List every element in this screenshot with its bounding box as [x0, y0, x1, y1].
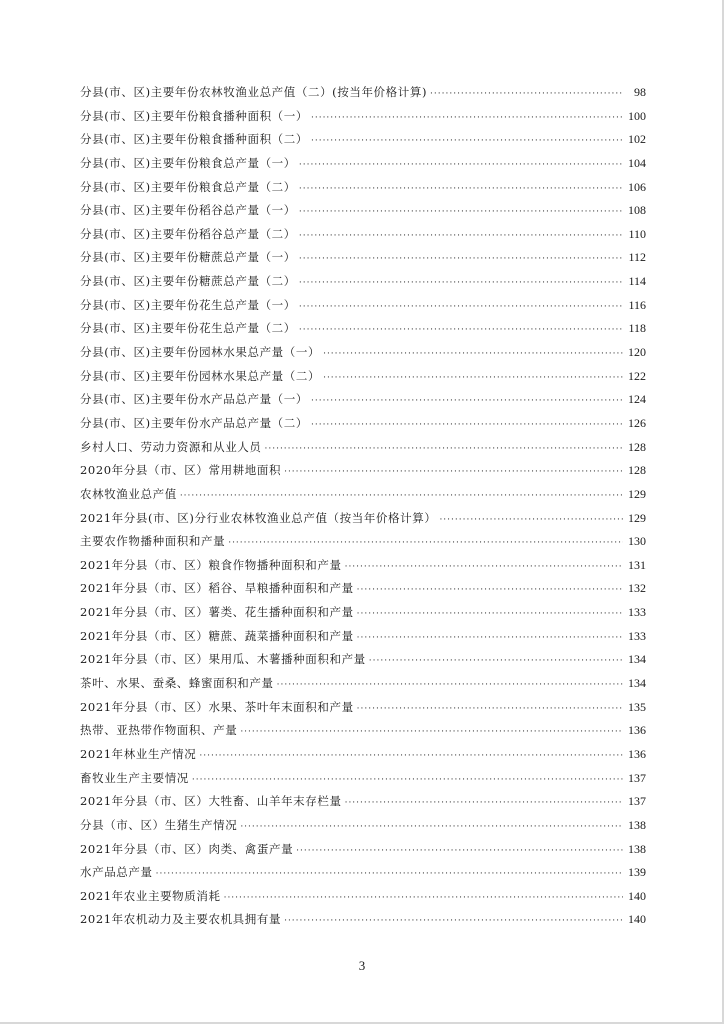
toc-leader-dots: [369, 650, 623, 674]
toc-leader-dots: [357, 603, 623, 627]
toc-entry-title: 分县(市、区)主要年份稻谷总产量（一）: [80, 203, 296, 218]
toc-entry-title: 分县（市、区）生猪生产情况: [80, 817, 238, 832]
toc-entry[interactable]: [80, 341, 646, 365]
toc-entry[interactable]: [80, 246, 646, 270]
page-number: 3: [358, 958, 366, 973]
toc-entry-page: 134: [628, 676, 646, 691]
toc-entry[interactable]: [80, 814, 646, 838]
toc-entry-title: 2021年分县（市、区）大牲畜、山羊年末存栏量: [80, 794, 342, 809]
toc-entry-title: 农林牧渔业总产值: [80, 486, 177, 501]
toc-entry-title: 2021年分县（市、区）稻谷、旱粮播种面积和产量: [80, 581, 354, 596]
toc-entry-title: 分县(市、区)主要年份花生总产量（一）: [80, 297, 296, 312]
toc-entry-title: 分县(市、区)主要年份园林水果总产量（二）: [80, 368, 321, 383]
toc-leader-dots: [439, 509, 623, 533]
toc-entry[interactable]: [80, 885, 646, 909]
toc-entry[interactable]: [80, 530, 646, 554]
toc-entry-title: 乡村人口、劳动力资源和从业人员: [80, 439, 262, 454]
toc-entry-page: 120: [628, 345, 646, 360]
toc-entry-title: 热带、亚热带作物面积、产量: [80, 723, 238, 738]
toc-entry-title: 茶叶、水果、蚕桑、蜂蜜面积和产量: [80, 676, 274, 691]
toc-entry-page: 134: [628, 652, 646, 667]
toc-entry-title: 分县(市、区)主要年份粮食总产量（二）: [80, 179, 296, 194]
toc-entry-page: 102: [628, 132, 646, 147]
toc-entry-page: 133: [628, 628, 646, 643]
toc-entry-title: 水产品总产量: [80, 865, 153, 880]
toc-entry[interactable]: [80, 601, 646, 625]
toc-entry-page: 128: [628, 439, 646, 454]
toc-entry[interactable]: [80, 388, 646, 412]
toc-leader-dots: [311, 390, 623, 414]
toc-entry-title: 2021年农业主要物质消耗: [80, 888, 221, 903]
toc-entry[interactable]: [80, 648, 646, 672]
toc-entry[interactable]: [80, 861, 646, 885]
toc-entry-title: 2021年分县（市、区）薯类、花生播种面积和产量: [80, 605, 354, 620]
toc-entry-page: 137: [628, 794, 646, 809]
toc-leader-dots: [299, 178, 623, 202]
toc-entry-page: 116: [628, 297, 646, 312]
toc-leader-dots: [311, 130, 623, 154]
toc-leader-dots: [299, 296, 623, 320]
toc-leader-dots: [345, 556, 623, 580]
toc-entry[interactable]: [80, 696, 646, 720]
toc-entry-page: 132: [628, 581, 646, 596]
toc-entry[interactable]: [80, 105, 646, 129]
toc-entry-page: 138: [628, 841, 646, 856]
toc-entry-page: 100: [628, 108, 646, 123]
toc-leader-dots: [228, 532, 623, 556]
toc-leader-dots: [311, 414, 623, 438]
toc-entry-title: 主要农作物播种面积和产量: [80, 534, 226, 549]
toc-entry-page: 130: [628, 534, 646, 549]
toc-leader-dots: [430, 83, 623, 107]
toc-entry[interactable]: [80, 767, 646, 791]
toc-leader-dots: [357, 579, 623, 603]
toc-entry[interactable]: [80, 790, 646, 814]
toc-leader-dots: [199, 745, 623, 769]
toc-leader-dots: [284, 910, 623, 934]
toc-entry-title: 2021年农机动力及主要农机具拥有量: [80, 912, 282, 927]
toc-entry[interactable]: [80, 838, 646, 862]
toc-entry-page: 140: [628, 888, 646, 903]
toc-entry[interactable]: [80, 199, 646, 223]
toc-entry[interactable]: [80, 412, 646, 436]
toc-entry-page: 118: [628, 321, 646, 336]
toc-leader-dots: [299, 248, 623, 272]
toc-entry-page: 106: [628, 179, 646, 194]
toc-entry-title: 2021年分县（市、区）水果、茶叶年末面积和产量: [80, 699, 354, 714]
toc-leader-dots: [156, 863, 623, 887]
toc-entry-title: 2021年分县（市、区）果用瓜、木薯播种面积和产量: [80, 652, 366, 667]
toc-entry-title: 分县(市、区)主要年份园林水果总产量（一）: [80, 345, 321, 360]
toc-entry-title: 2021年分县（市、区）糖蔗、蔬菜播种面积和产量: [80, 628, 354, 643]
toc-entry-page: 137: [628, 770, 646, 785]
toc-leader-dots: [277, 674, 623, 698]
toc-entry-title: 分县(市、区)主要年份粮食播种面积（一）: [80, 108, 308, 123]
toc-leader-dots: [299, 201, 623, 225]
toc-entry-page: 129: [628, 510, 646, 525]
toc-entry[interactable]: [80, 128, 646, 152]
toc-entry-title: 分县(市、区)主要年份粮食播种面积（二）: [80, 132, 308, 147]
toc-entry[interactable]: [80, 743, 646, 767]
toc-leader-dots: [192, 769, 623, 793]
toc-leader-dots: [323, 343, 623, 367]
toc-entry[interactable]: [80, 81, 646, 105]
toc-entry-page: 138: [628, 817, 646, 832]
toc-entry-title: 2021年分县（市、区）粮食作物播种面积和产量: [80, 557, 342, 572]
toc-leader-dots: [323, 367, 623, 391]
toc-entry-page: 136: [628, 746, 646, 761]
toc-entry-page: 98: [634, 85, 646, 99]
toc-entry[interactable]: [80, 317, 646, 341]
toc-entry-page: 129: [628, 486, 646, 501]
toc-entry-title: 分县(市、区)主要年份农林牧渔业总产值（二）(按当年价格计算): [80, 85, 428, 99]
toc-leader-dots: [299, 319, 623, 343]
toc-leader-dots: [357, 698, 623, 722]
toc-entry[interactable]: [80, 436, 646, 460]
toc-entry-title: 分县(市、区)主要年份水产品总产量（一）: [80, 392, 308, 407]
toc-entry-title: 2020年分县（市、区）常用耕地面积: [80, 463, 282, 478]
toc-entry[interactable]: [80, 483, 646, 507]
toc-entry-page: 108: [628, 203, 646, 218]
toc-entry-title: 2021年林业生产情况: [80, 746, 197, 761]
toc-entry[interactable]: [80, 176, 646, 200]
toc-leader-dots: [296, 840, 623, 864]
toc-entry[interactable]: [80, 625, 646, 649]
toc-leader-dots: [299, 154, 623, 178]
toc-leader-dots: [240, 721, 623, 745]
toc-entry-title: 2021年分县（市、区）肉类、禽蛋产量: [80, 841, 294, 856]
toc-entry-page: 126: [628, 415, 646, 430]
toc-leader-dots: [224, 887, 623, 911]
toc-entry[interactable]: [80, 554, 646, 578]
toc-entry-page: 133: [628, 605, 646, 620]
toc-leader-dots: [357, 627, 623, 651]
toc-entry-title: 分县(市、区)主要年份水产品总产量（二）: [80, 415, 308, 430]
table-of-contents: [80, 81, 646, 932]
toc-entry-page: 140: [628, 912, 646, 927]
toc-entry[interactable]: [80, 672, 646, 696]
toc-entry-title: 分县(市、区)主要年份糖蔗总产量（一）: [80, 250, 296, 265]
toc-entry-page: 104: [628, 155, 646, 170]
toc-entry-page: 114: [628, 274, 646, 289]
toc-entry[interactable]: [80, 719, 646, 743]
toc-entry[interactable]: [80, 270, 646, 294]
toc-entry-page: 124: [628, 392, 646, 407]
toc-entry[interactable]: [80, 507, 646, 531]
toc-entry-page: 110: [628, 226, 646, 241]
toc-entry-page: 139: [628, 865, 646, 880]
toc-entry-title: 2021年分县(市、区)分行业农林牧渔业总产值（按当年价格计算）: [80, 510, 437, 525]
toc-leader-dots: [299, 225, 623, 249]
toc-entry-page: 135: [628, 699, 646, 714]
toc-entry-page: 122: [628, 368, 646, 383]
toc-entry-page: 136: [628, 723, 646, 738]
toc-leader-dots: [311, 107, 623, 131]
toc-entry[interactable]: [80, 908, 646, 932]
toc-entry-title: 分县(市、区)主要年份糖蔗总产量（二）: [80, 274, 296, 289]
toc-leader-dots: [284, 461, 623, 485]
toc-leader-dots: [265, 438, 624, 462]
toc-entry-page: 128: [628, 463, 646, 478]
toc-entry[interactable]: [80, 577, 646, 601]
toc-entry-title: 分县(市、区)主要年份粮食总产量（一）: [80, 155, 296, 170]
toc-leader-dots: [345, 792, 623, 816]
toc-leader-dots: [180, 485, 623, 509]
toc-entry-page: 131: [628, 557, 646, 572]
toc-entry-title: 畜牧业生产主要情况: [80, 770, 189, 785]
toc-entry-title: 分县(市、区)主要年份花生总产量（二）: [80, 321, 296, 336]
toc-entry[interactable]: [80, 459, 646, 483]
toc-entry-title: 分县(市、区)主要年份稻谷总产量（二）: [80, 226, 296, 241]
toc-leader-dots: [240, 816, 623, 840]
toc-entry[interactable]: [80, 223, 646, 247]
toc-leader-dots: [299, 272, 623, 296]
toc-entry-page: 112: [628, 250, 646, 265]
toc-entry[interactable]: [80, 152, 646, 176]
toc-entry[interactable]: [80, 365, 646, 389]
toc-entry[interactable]: [80, 294, 646, 318]
